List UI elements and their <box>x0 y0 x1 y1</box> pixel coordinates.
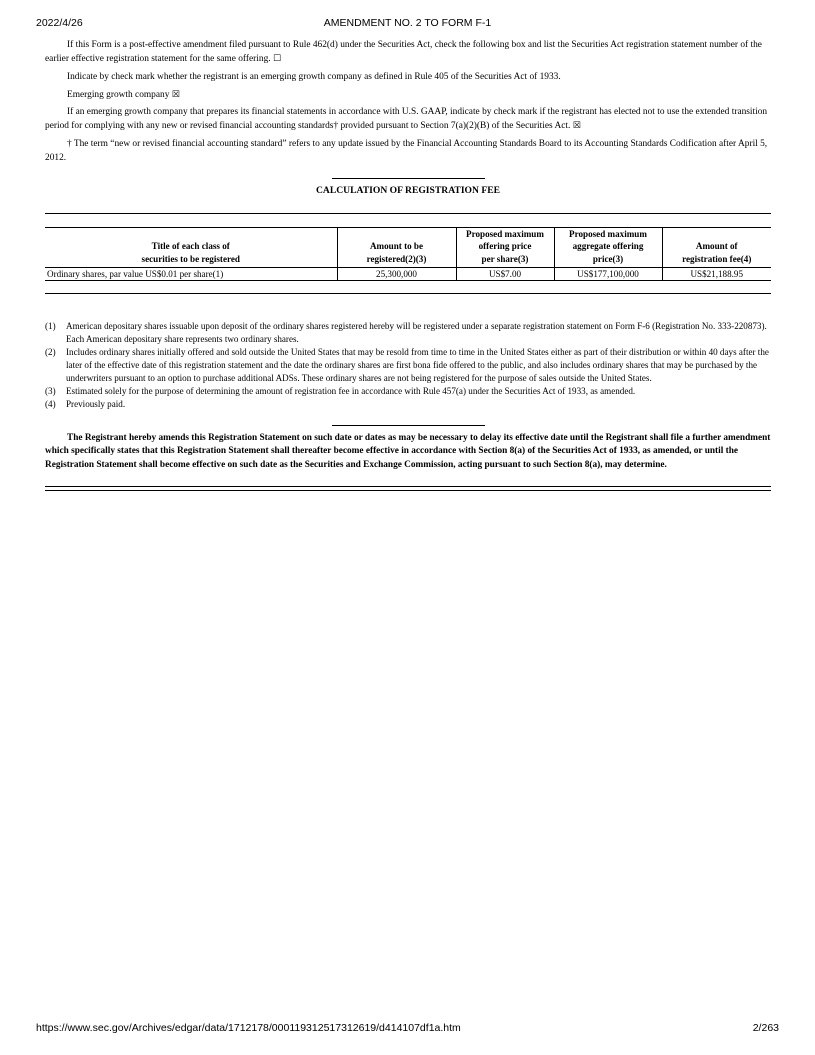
table-bottom-rule <box>45 293 771 294</box>
cell-aggregate-price: US$177,100,000 <box>554 267 662 281</box>
cell-registration-fee: US$21,188.95 <box>662 267 771 281</box>
post-effective-text: If this Form is a post-effective amendment filed pursuant to Rule 462(d) under the Securities Act, check the following box and list the Securities Act registration statement number of the earlier effective registration statement for the same offering. <box>45 40 762 65</box>
document-title: AMENDMENT NO. 2 TO FORM F-1 <box>323 17 492 29</box>
emerging-growth-label: Emerging growth company <box>67 89 170 100</box>
header-title-of-class: Title of each class of securities to be registered <box>141 241 240 265</box>
header-aggregate-price: Proposed maximum aggregate offering price(3) <box>554 228 662 267</box>
header-offering-price: Proposed maximum offering price per share(3) <box>456 228 554 267</box>
print-date: 2022/4/26 <box>36 17 83 29</box>
delaying-amendment-paragraph: The Registrant hereby amends this Registration Statement on such date or dates as may be necessary to delay its effective date until the Registrant shall file a further amendment which specifically states that this Registration Statement shall thereafter become effective in accordance with Section 8(a) of the Securities Act of 1933, as amended, or until the Registration Statement shall become effective on such date as the Securities and Exchange Commission, acting pursuant to such Section 8(a), may determine. <box>45 432 771 470</box>
emerging-growth-line <box>45 88 771 102</box>
table-header-row <box>45 228 771 267</box>
footnote-text: Estimated solely for the purpose of determining the amount of registration fee in accordance with Rule 457(a) under the Securities Act of 1933, as amended. <box>66 385 636 396</box>
footnote-number: (1) <box>45 321 56 332</box>
source-url[interactable]: https://www.sec.gov/Archives/edgar/data/1712178/000119312517312619/d414107df1a.htm <box>36 1022 461 1034</box>
fee-section-title: CALCULATION OF REGISTRATION FEE <box>316 184 500 196</box>
dagger-footnote <box>45 137 771 165</box>
dagger-footnote-text: † The term “new or revised financial accounting standard” refers to any update issued by the Financial Accounting Standards Board to its Accounting Standards Codification after April 5, 2012. <box>45 139 768 164</box>
cell-amount-registered: 25,300,000 <box>337 267 456 281</box>
checked-box-icon: ☒ <box>572 121 581 132</box>
header-amount-registered: Amount to be registered(2)(3) <box>337 228 456 267</box>
footnote-number: (4) <box>45 398 56 409</box>
registration-fee-table <box>45 228 771 281</box>
header-registration-fee: Amount of registration fee(4) <box>662 228 771 267</box>
transition-period-text: If an emerging growth company that prepares its financial statements in accordance with U.S. GAAP, indicate by check mark if the registrant has elected not to use the extended transition period for complying with any new or revised financial accounting standards† provided pursuant to Section 7(a)(2)(B) of the Securities Act. <box>45 106 768 132</box>
unchecked-box-icon: ☐ <box>272 54 282 65</box>
section-divider <box>332 178 485 179</box>
post-effective-paragraph <box>45 38 771 66</box>
page-number: 2/263 <box>752 1022 779 1034</box>
document-body <box>45 38 771 491</box>
table-top-rule <box>45 213 771 214</box>
footnote-item <box>45 346 771 385</box>
footnote-item <box>45 385 771 398</box>
footnote-item <box>45 398 771 411</box>
cell-offering-price: US$7.00 <box>456 267 554 281</box>
emerging-growth-question-text: Indicate by check mark whether the registrant is an emerging growth company as defined in Rule 405 of the Securities Act of 1933. <box>67 72 561 83</box>
footnote-number: (2) <box>45 347 56 358</box>
footnotes <box>45 320 771 410</box>
transition-period-paragraph <box>45 105 771 133</box>
footnote-text: Previously paid. <box>66 398 126 409</box>
cell-security-title: Ordinary shares, par value US$0.01 per share(1) <box>45 267 337 281</box>
section-divider <box>332 425 485 426</box>
footnote-text: American depositary shares issuable upon deposit of the ordinary shares registered hereby will be registered under a separate registration statement on Form F-6 (Registration No. 333-220873). Each American depositary share represents two ordinary shares. <box>66 321 767 345</box>
checked-box-icon: ☒ <box>171 89 180 100</box>
footnote-text: Includes ordinary shares initially offered and sold outside the United States that may be resold from time to time in the United States either as part of their distribution or within 40 days after the later of the effective date of this registration statement and the date the ordinary shares are first bona fide offered to the public, and also includes ordinary shares that may be purchased by the underwriters pursuant to an option to purchase additional ADSs. These ordinary shares are not being registered for the purpose of sales outside the United States. <box>66 347 769 383</box>
footnote-item <box>45 320 771 346</box>
emerging-growth-question <box>45 70 771 84</box>
table-row <box>45 267 771 281</box>
footnote-number: (3) <box>45 385 56 396</box>
double-rule-divider <box>45 486 771 491</box>
